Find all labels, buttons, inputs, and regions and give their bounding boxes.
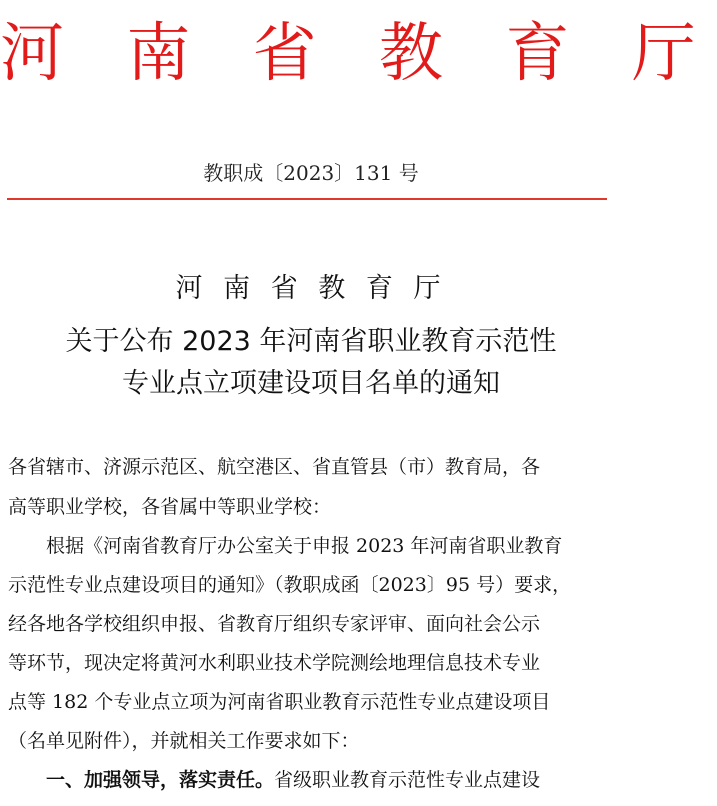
section-one-line	[8, 767, 614, 793]
addressee-line-2: 高等职业学校，各省属中等职业学校：	[8, 496, 332, 518]
paragraph-line-1: 根据《河南省教育厅办公室关于申报 2023 年河南省职业教育	[8, 535, 563, 557]
document-number: 教职成〔2023〕131 号	[203, 161, 419, 185]
red-divider-line	[7, 198, 607, 200]
section-one-heading: 一、加强领导，落实责任。	[8, 769, 275, 791]
paragraph-line-5: 点等 182 个专业点立项为河南省职业教育示范性专业点建设项目	[8, 691, 551, 713]
masthead-title: 河 南 省 教 育 厅	[0, 17, 717, 91]
section-one-text: 省级职业教育示范性专业点建设	[274, 769, 541, 791]
notice-title-line-2: 专业点立项建设项目名单的通知	[122, 368, 500, 399]
paragraph-line-4: 等环节，现决定将黄河水利职业技术学院测绘地理信息技术专业	[8, 652, 541, 674]
notice-title-issuer: 河 南 省 教 育 厅	[175, 273, 447, 304]
paragraph-line-3: 经各地各学校组织申报、省教育厅组织专家评审、面向社会公示	[8, 613, 541, 635]
paragraph-line-6: （名单见附件），并就相关工作要求如下：	[8, 730, 360, 752]
notice-title-line-1: 关于公布 2023 年河南省职业教育示范性	[65, 326, 557, 357]
addressee-line-1: 各省辖市、济源示范区、航空港区、省直管县（市）教育局，各	[8, 456, 541, 478]
paragraph-line-2: 示范性专业点建设项目的通知》（教职成函〔2023〕95 号）要求，	[8, 574, 572, 596]
